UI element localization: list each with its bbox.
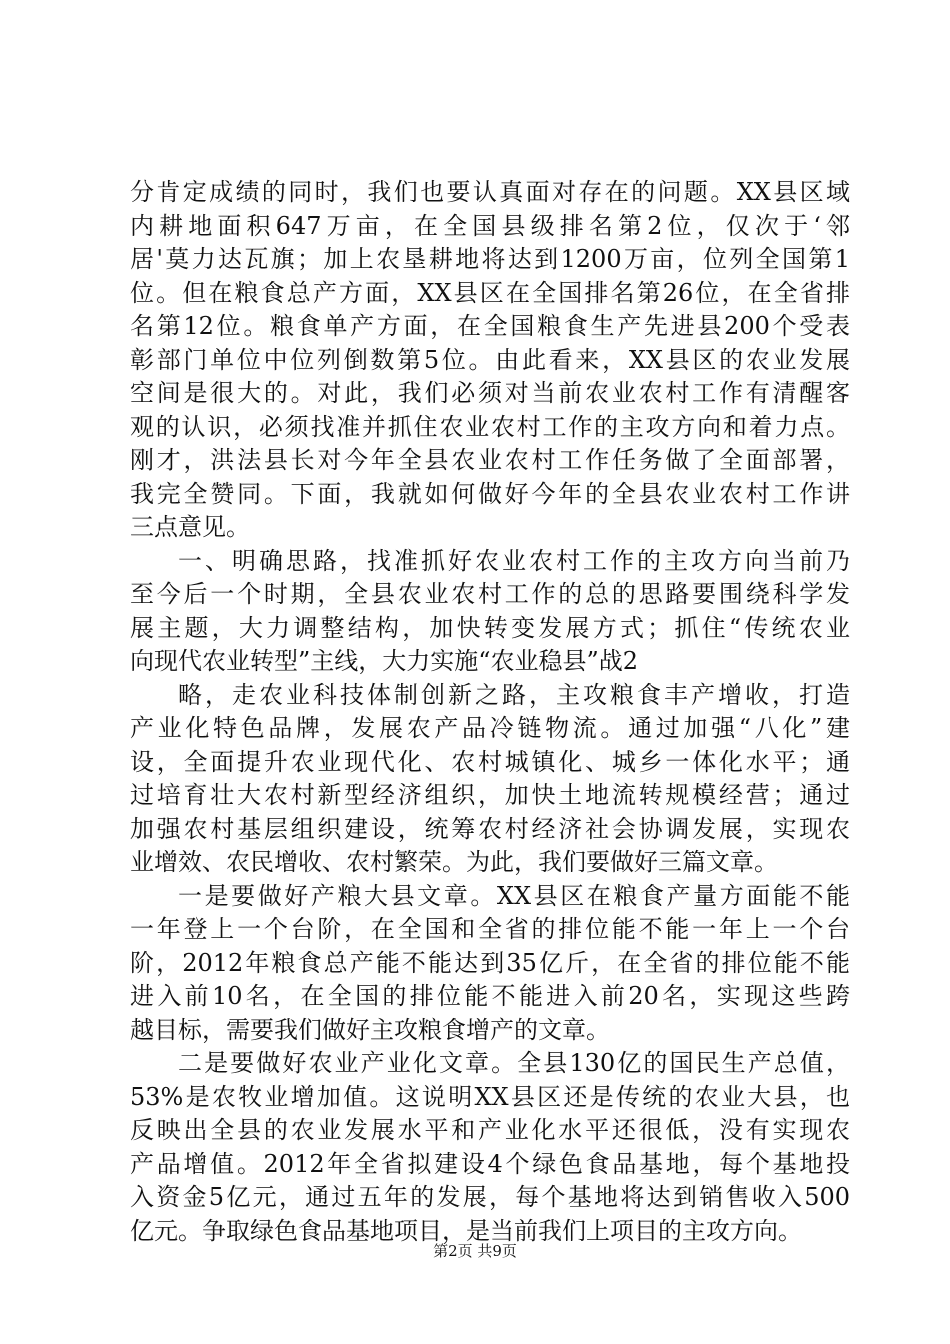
text-line: 分肯定成绩的同时，我们也要认真面对存在的问题。XX县区域	[130, 178, 850, 206]
text-line: 越目标，需要我们做好主攻粮食增产的文章。	[130, 1015, 610, 1044]
text-line: 彰部门单位中位列倒数第5位。由此看来，XX县区的农业发展	[130, 345, 850, 374]
text-line: 内耕地面积647万亩，在全国县级排名第2位，仅次于‘邻	[130, 211, 850, 240]
paragraph-start-line: 一是要做好产粮大县文章。XX县区在粮食产量方面能不能	[178, 881, 850, 910]
text-line: 空间是很大的。对此，我们必须对当前农业农村工作有清醒客	[130, 379, 850, 407]
page-number-footer: 第2页 共9页	[433, 1242, 517, 1260]
text-line: 亿元。争取绿色食品基地项目，是当前我们上项目的主攻方向。	[130, 1216, 802, 1245]
text-line: 位。但在粮食总产方面，XX县区在全国排名第26位，在全省排	[130, 278, 850, 307]
text-line: 过培育壮大农村新型经济组织，加快土地流转规模经营；通过	[130, 781, 850, 809]
text-line: 我完全赞同。下面，我就如何做好今年的全县农业农村工作讲	[130, 479, 850, 508]
text-line: 观的认识，必须找准并抓住农业农村工作的主攻方向和着力点。	[130, 412, 850, 441]
text-line: 至今后一个时期，全县农业农村工作的总的思路要围绕科学发	[130, 580, 850, 608]
text-line: 向现代农业转型”主线，大力实施“农业稳县”战2	[130, 647, 639, 675]
text-line: 入资金5亿元，通过五年的发展，每个基地将达到销售收入500	[130, 1183, 850, 1211]
text-line: 产业化特色品牌，发展农产品冷链物流。通过加强“八化”建	[130, 714, 850, 742]
text-line: 加强农村基层组织建设，统筹农村经济社会协调发展，实现农	[130, 814, 850, 843]
text-line: 业增效、农民增收、农村繁荣。为此，我们要做好三篇文章。	[130, 848, 778, 876]
paragraph-start-line: 二是要做好农业产业化文章。全县130亿的国民生产总值，	[178, 1049, 850, 1077]
text-line: 进入前10名，在全国的排位能不能进入前20名，实现这些跨	[130, 982, 850, 1010]
text-line: 名第12位。粮食单产方面，在全国粮食生产先进县200个受表	[130, 312, 850, 340]
text-line: 阶，2012年粮食总产能不能达到35亿斤，在全省的排位能不能	[130, 948, 850, 977]
text-line: 一年登上一个台阶，在全国和全省的排位能不能一年上一个台	[130, 915, 850, 943]
text-line: 设，全面提升农业现代化、农村城镇化、城乡一体化水平；通	[130, 747, 850, 776]
text-line: 展主题，大力调整结构，加快转变发展方式；抓住“传统农业	[130, 613, 850, 642]
text-line: 53%是农牧业增加值。这说明XX县区还是传统的农业大县，也	[130, 1082, 850, 1111]
text-line: 产品增值。2012年全省拟建设4个绿色食品基地，每个基地投	[130, 1149, 850, 1178]
text-line: 刚才，洪法县长对今年全县农业农村工作任务做了全面部署，	[130, 446, 850, 474]
text-line: 居'莫力达瓦旗；加上农垦耕地将达到1200万亩，位列全国第1	[130, 245, 850, 273]
paragraph-start-line: 略，走农业科技体制创新之路，主攻粮食丰产增收，打造	[178, 680, 850, 709]
text-line: 反映出全县的农业发展水平和产业化水平还很低，没有实现农	[130, 1116, 850, 1144]
document-body	[130, 176, 850, 1248]
paragraph-start-line: 一、明确思路，找准抓好农业农村工作的主攻方向当前乃	[178, 546, 850, 575]
text-line: 三点意见。	[130, 513, 250, 541]
